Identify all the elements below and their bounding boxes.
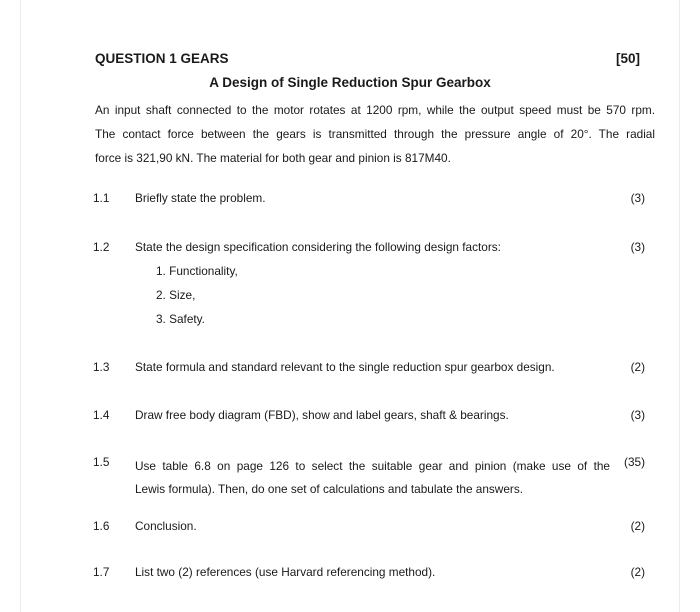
item-number: 1.1: [93, 191, 110, 205]
list-item: 1. Functionality,: [156, 264, 238, 278]
item-text-line-1: Use table 6.8 on page 126 to select the suitable gear and pinion (make use of the: [135, 459, 610, 473]
item-marks: (2): [630, 360, 645, 374]
item-number: 1.2: [93, 240, 110, 254]
item-text: Conclusion.: [135, 519, 197, 533]
item-number: 1.4: [93, 408, 110, 422]
intro-line-3: force is 321,90 kN. The material for both gear and pinion is 817M40.: [95, 151, 451, 165]
item-marks: (2): [630, 565, 645, 579]
item-text: Draw free body diagram (FBD), show and label gears, shaft & bearings.: [135, 408, 509, 422]
intro-paragraph: [95, 98, 655, 170]
total-marks: [50]: [615, 51, 640, 66]
page-edge-right: [679, 0, 680, 612]
item-marks: (35): [624, 455, 645, 469]
item-text: Briefly state the problem.: [135, 191, 266, 205]
list-item: 2. Size,: [156, 288, 196, 302]
question-heading: QUESTION 1 GEARS: [95, 51, 229, 66]
item-marks: (3): [630, 240, 645, 254]
item-text: List two (2) references (use Harvard referencing method).: [135, 565, 436, 579]
intro-line-2: The contact force between the gears is transmitted through the pressure angle of 20°. The radial: [95, 127, 655, 141]
page-edge-left: [20, 0, 21, 612]
item-text: State formula and standard relevant to the single reduction spur gearbox design.: [135, 360, 555, 374]
list-item: 3. Safety.: [156, 312, 205, 326]
item-number: 1.5: [93, 455, 110, 469]
document-title: A Design of Single Reduction Spur Gearbox: [209, 75, 491, 90]
item-text: State the design specification considering the following design factors:: [135, 240, 501, 254]
item-number: 1.7: [93, 565, 110, 579]
item-number: 1.6: [93, 519, 110, 533]
item-text: [135, 455, 610, 501]
item-marks: (3): [630, 191, 645, 205]
intro-line-1: An input shaft connected to the motor rotates at 1200 rpm, while the output speed must be 570 rpm.: [95, 103, 655, 117]
item-text-line-2: Lewis formula). Then, do one set of calculations and tabulate the answers.: [135, 482, 523, 496]
item-marks: (2): [630, 519, 645, 533]
item-marks: (3): [630, 408, 645, 422]
design-factors-list: [156, 264, 238, 336]
item-number: 1.3: [93, 360, 110, 374]
